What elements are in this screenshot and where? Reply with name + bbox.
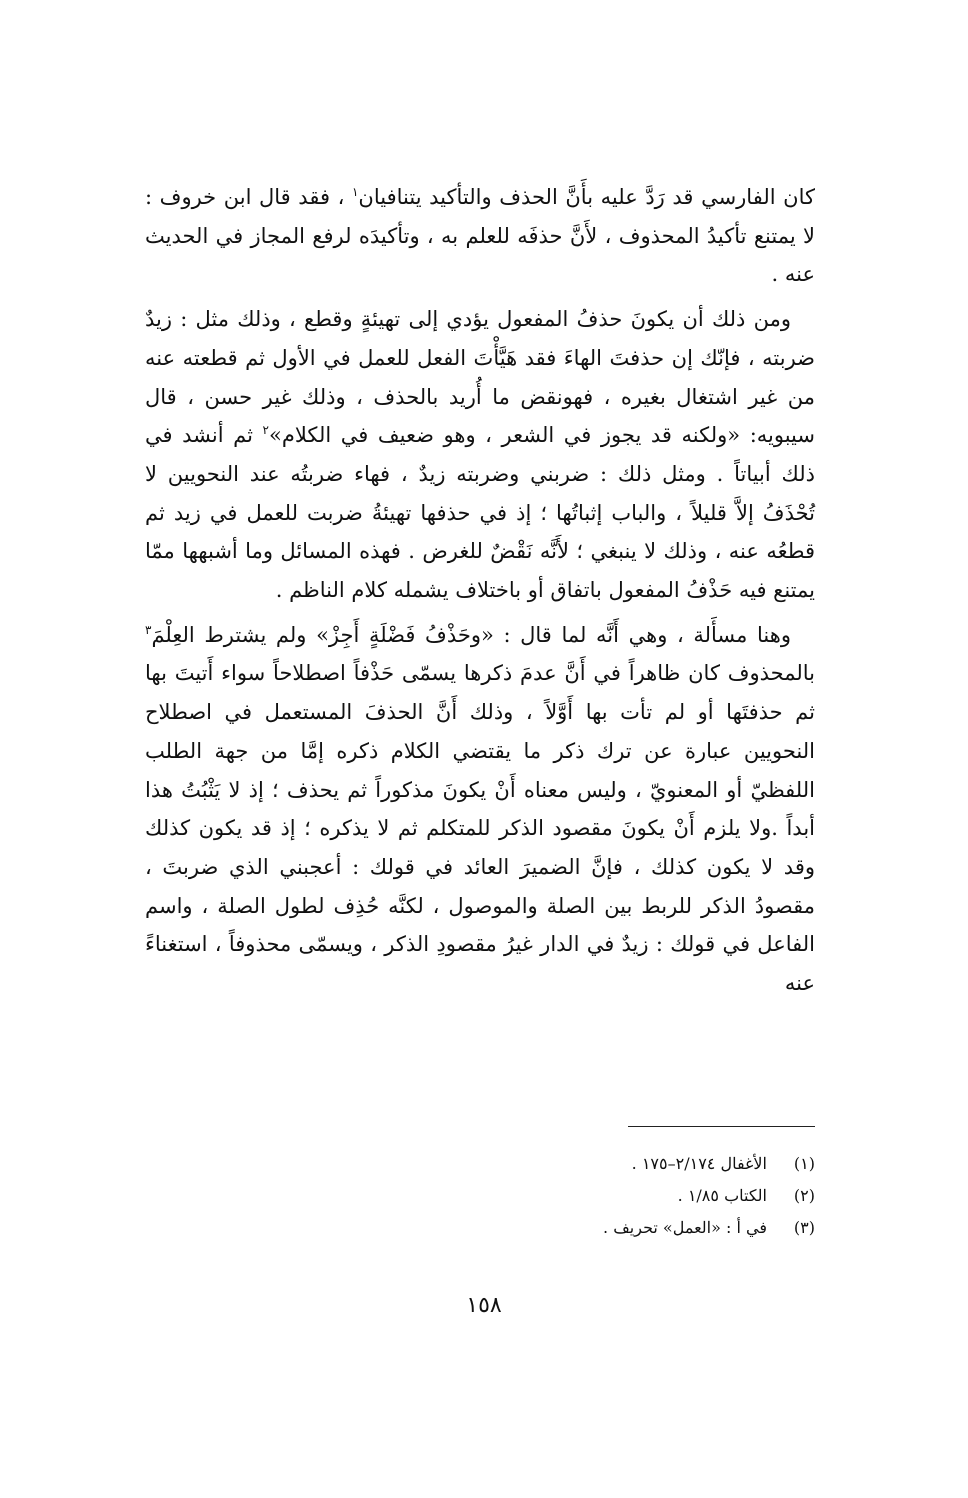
footnote-marker: ١ [351,185,359,199]
footnote-3 [145,1212,815,1244]
text-run: بالمحذوف كان ظاهراً في أَنَّ عدمَ ذكرها يسمّى حَذْفاً اصطلاحاً سواء أَتيتَ بها ثم حذفتَها أو لم تأت بها أَوَّلاً ، وذلك أَنَّ الحذفَ المستعمل في اصطلاح النحويين عبارة عن ترك ذكر ما يقتضي الكلام ذكره إمَّا من جهة الطلب اللفظيّ أو المعنويّ ، وليس معناه أَنْ يكونَ مذكوراً ثم يحذف ؛ إذ لا يَثْبُتُ هذا أبداً .ولا يلزم أَنْ يكونَ مقصود الذكر للمتكلم ثم لا يذكره ؛ إذ قد يكون كذلك وقد لا يكون كذلك ، فإنَّ الضميرَ العائد في قولك : أعجبني الذي ضربتَ ، مقصودُ الذكر للربط بين الصلة والموصول ، لكنَّه حُذِف لطول الصلة ، واسم الفاعل في قولك : زيدٌ في الدار غيرُ مقصودِ الذكر ، ويسمّى محذوفاً ، استغناءً عنه [145,661,815,996]
footnote-number: (٣) [793,1218,815,1237]
paragraph-2 [145,300,815,610]
footnote-text: في أ : «العمل» تحريف . [603,1218,767,1237]
footnote-marker: ٣ [145,622,152,637]
footnote-2 [145,1180,815,1212]
text-run: ومن ذلك أن يكونَ حذفُ المفعول يؤدي إلى تهيئةٍ وقطع ، وذلك مثل : زيدٌ ضربته ، فإنّك إن حذفتَ الهاءَ فقد هَيَّأْتَ الفعل للعمل في الأول ثم قطعته عنه من غير اشتغال بغيره ، فهونقض ما أُريد بالحذف ، وذلك غير حسن ، قال سيبويه: «ولكنه قد يجوز في الشعر ، وهو ضعيف في الكلام» [145,307,815,448]
footnote-separator [628,1126,815,1127]
text-run: وهنا مسأَلة ، وهي أَنَّه لما قال : «وحَذْفُ فَضْلَةٍ أَجِزْ» ولم يشترط العِلْمَ [151,622,791,647]
footnote-text: الأغفال ٢/١٧٤–١٧٥ . [631,1154,767,1173]
paragraph-3 [145,616,815,1003]
text-run: ثم أنشد في ذلك أبياتاً . ومثل ذلك : ضربني وضربته زيدٌ ، فهاء ضربتُه عند النحويين لا تُحْذَفُ إلاَّ قليلاً ، والباب إثباتُها ؛ إذ في حذفها تهيئةُ ضربت للعمل في زيد ثم قطعُه عنه ، وذلك لا ينبغي ؛ لأَنَّه نَقْضٌ للغرض . فهذه المسائل وما أشبهها ممّا يمتنع فيه حَذْفُ المفعول باتفاق أو باختلاف يشمله كلام الناظم . [145,423,815,603]
footnote-number: (١) [793,1154,815,1173]
footnote-1 [145,1148,815,1180]
footnotes [145,1148,815,1244]
footnote-text: الكتاب ١/٨٥ . [677,1186,767,1205]
page-number: ١٥٨ [466,1293,502,1318]
paragraph-1 [145,178,815,294]
footnote-marker: ٢ [262,423,269,438]
footnote-number: (٢) [793,1186,815,1205]
text-run: كان الفارسي قد رَدَّ عليه بأَنَّ الحذف والتأكيد يتنافيان [358,185,815,209]
text-run: ، فقد قال ابن خروف : لا يمتنع تأكيدُ المحذوف ، لأَنَّ حذفَه للعلم به ، وتأكيدَه لرفع المجاز في الحديث عنه . [145,185,815,287]
main-text [145,178,815,1003]
